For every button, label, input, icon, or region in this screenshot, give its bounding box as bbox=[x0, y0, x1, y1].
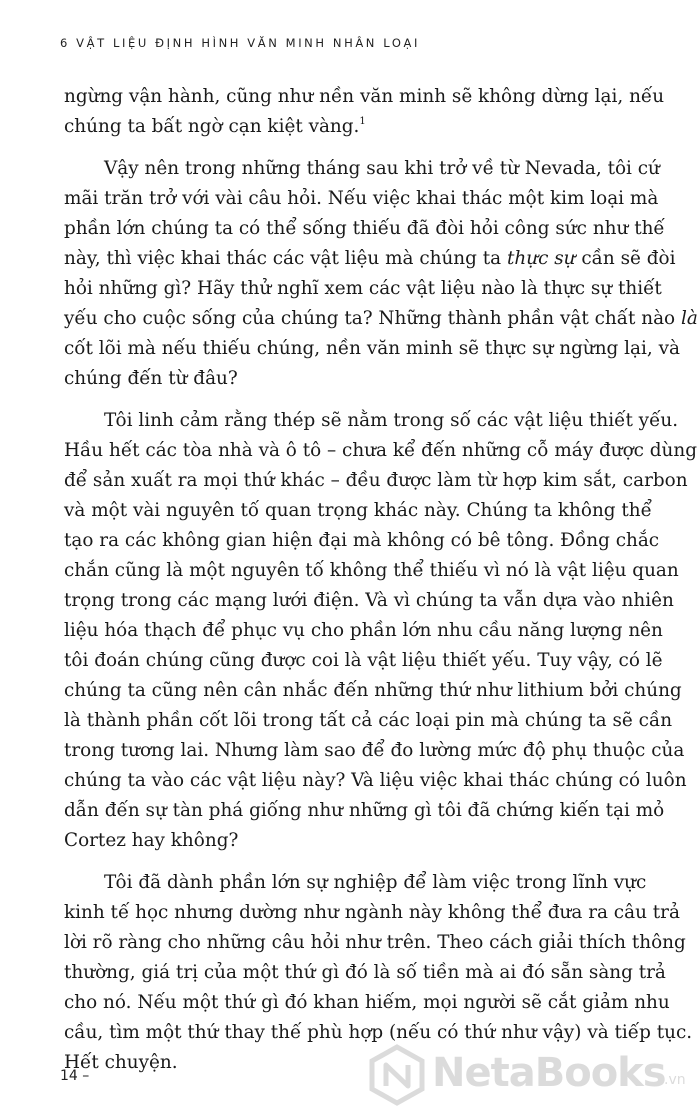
paragraph-3 bbox=[64, 406, 698, 856]
text-line: dẫn đến sự tàn phá giống như những gì tôi đã chứng kiến tại mỏ bbox=[64, 800, 665, 821]
text-line: là thành phần cốt lõi trong tất cả các loại pin mà chúng ta sẽ cần bbox=[64, 710, 673, 731]
text-line: lời rõ ràng cho những câu hỏi như trên. Theo cách giải thích thông bbox=[64, 932, 686, 953]
text-line: và một vài nguyên tố quan trọng khác này. Chúng ta không thể bbox=[64, 500, 652, 521]
text-line: cốt lõi mà nếu thiếu chúng, nền văn minh sẽ thực sự ngừng lại, và bbox=[64, 338, 680, 359]
paragraph-2 bbox=[64, 154, 698, 394]
text-line: yếu cho cuộc sống của chúng ta? Những thành phần vật chất nào là bbox=[64, 308, 698, 329]
text-line: chúng ta cũng nên cân nhắc đến những thứ như lithium bởi chúng bbox=[64, 680, 682, 701]
text-line: tạo ra các không gian hiện đại mà không có bê tông. Đồng chắc bbox=[64, 530, 660, 551]
text-line: cho nó. Nếu một thứ gì đó khan hiếm, mọi người sẽ cắt giảm nhu bbox=[64, 992, 670, 1013]
text-line: mãi trăn trở với vài câu hỏi. Nếu việc khai thác một kim loại mà bbox=[64, 188, 659, 209]
page-number: 14 – bbox=[60, 1068, 90, 1084]
paragraph-1 bbox=[64, 82, 665, 142]
watermark-brand: NetaBooks bbox=[432, 1050, 666, 1096]
text-line: phần lớn chúng ta có thể sống thiếu đã đòi hỏi công sức như thế bbox=[64, 218, 665, 239]
text-line: kinh tế học nhưng dường như ngành này không thể đưa ra câu trả bbox=[64, 902, 680, 923]
footnote-marker[interactable]: 1 bbox=[359, 116, 366, 127]
running-header: 6 VẬT LIỆU ĐỊNH HÌNH VĂN MINH NHÂN LOẠI bbox=[60, 36, 420, 50]
italic-emphasis: thực sự bbox=[506, 248, 576, 269]
text-line: Hết chuyện. bbox=[64, 1052, 178, 1073]
text-line: ngừng vận hành, cũng như nền văn minh sẽ không dừng lại, nếu bbox=[64, 86, 665, 107]
text-line: thường, giá trị của một thứ gì đó là số tiền mà ai đó sẵn sàng trả bbox=[64, 962, 666, 983]
text-line: Hầu hết các tòa nhà và ô tô – chưa kể đến những cỗ máy được dùng bbox=[64, 440, 698, 461]
watermark bbox=[362, 1040, 692, 1112]
text-line: cầu, tìm một thứ thay thế phù hợp (nếu có thứ như vậy) và tiếp tục. bbox=[64, 1022, 693, 1043]
text-line: hỏi những gì? Hãy thử nghĩ xem các vật liệu nào là thực sự thiết bbox=[64, 278, 662, 299]
text-line: chúng ta bất ngờ cạn kiệt vàng.$^1$ bbox=[64, 116, 366, 137]
text-line: chúng ta vào các vật liệu này? Và liệu việc khai thác chúng có luôn bbox=[64, 770, 687, 791]
text-line: này, thì việc khai thác các vật liệu mà chúng ta thực sự cần sẽ đòi bbox=[64, 248, 676, 269]
netabooks-logo-icon bbox=[366, 1044, 428, 1106]
text-line: Vậy nên trong những tháng sau khi trở về từ Nevada, tôi cứ bbox=[104, 158, 660, 179]
watermark-suffix: .vn bbox=[664, 1072, 686, 1088]
text-line: trong tương lai. Nhưng làm sao để đo lường mức độ phụ thuộc của bbox=[64, 740, 685, 761]
text-line: để sản xuất ra mọi thứ khác – đều được làm từ hợp kim sắt, carbon bbox=[64, 470, 688, 491]
text-line: tôi đoán chúng cũng được coi là vật liệu thiết yếu. Tuy vậy, có lẽ bbox=[64, 650, 663, 671]
text-line: chắn cũng là một nguyên tố không thể thiếu vì nó là vật liệu quan bbox=[64, 560, 679, 581]
text-line: liệu hóa thạch để phục vụ cho phần lớn nhu cầu năng lượng nên bbox=[64, 620, 663, 641]
text-line: Cortez hay không? bbox=[64, 830, 239, 851]
text-line: trọng trong các mạng lưới điện. Và vì chúng ta vẫn dựa vào nhiên bbox=[64, 590, 674, 611]
text-line: Tôi linh cảm rằng thép sẽ nằm trong số các vật liệu thiết yếu. bbox=[104, 410, 679, 431]
text-line: Tôi đã dành phần lớn sự nghiệp để làm việc trong lĩnh vực bbox=[104, 872, 647, 893]
text-line: chúng đến từ đâu? bbox=[64, 368, 238, 389]
italic-emphasis: là bbox=[680, 308, 698, 329]
